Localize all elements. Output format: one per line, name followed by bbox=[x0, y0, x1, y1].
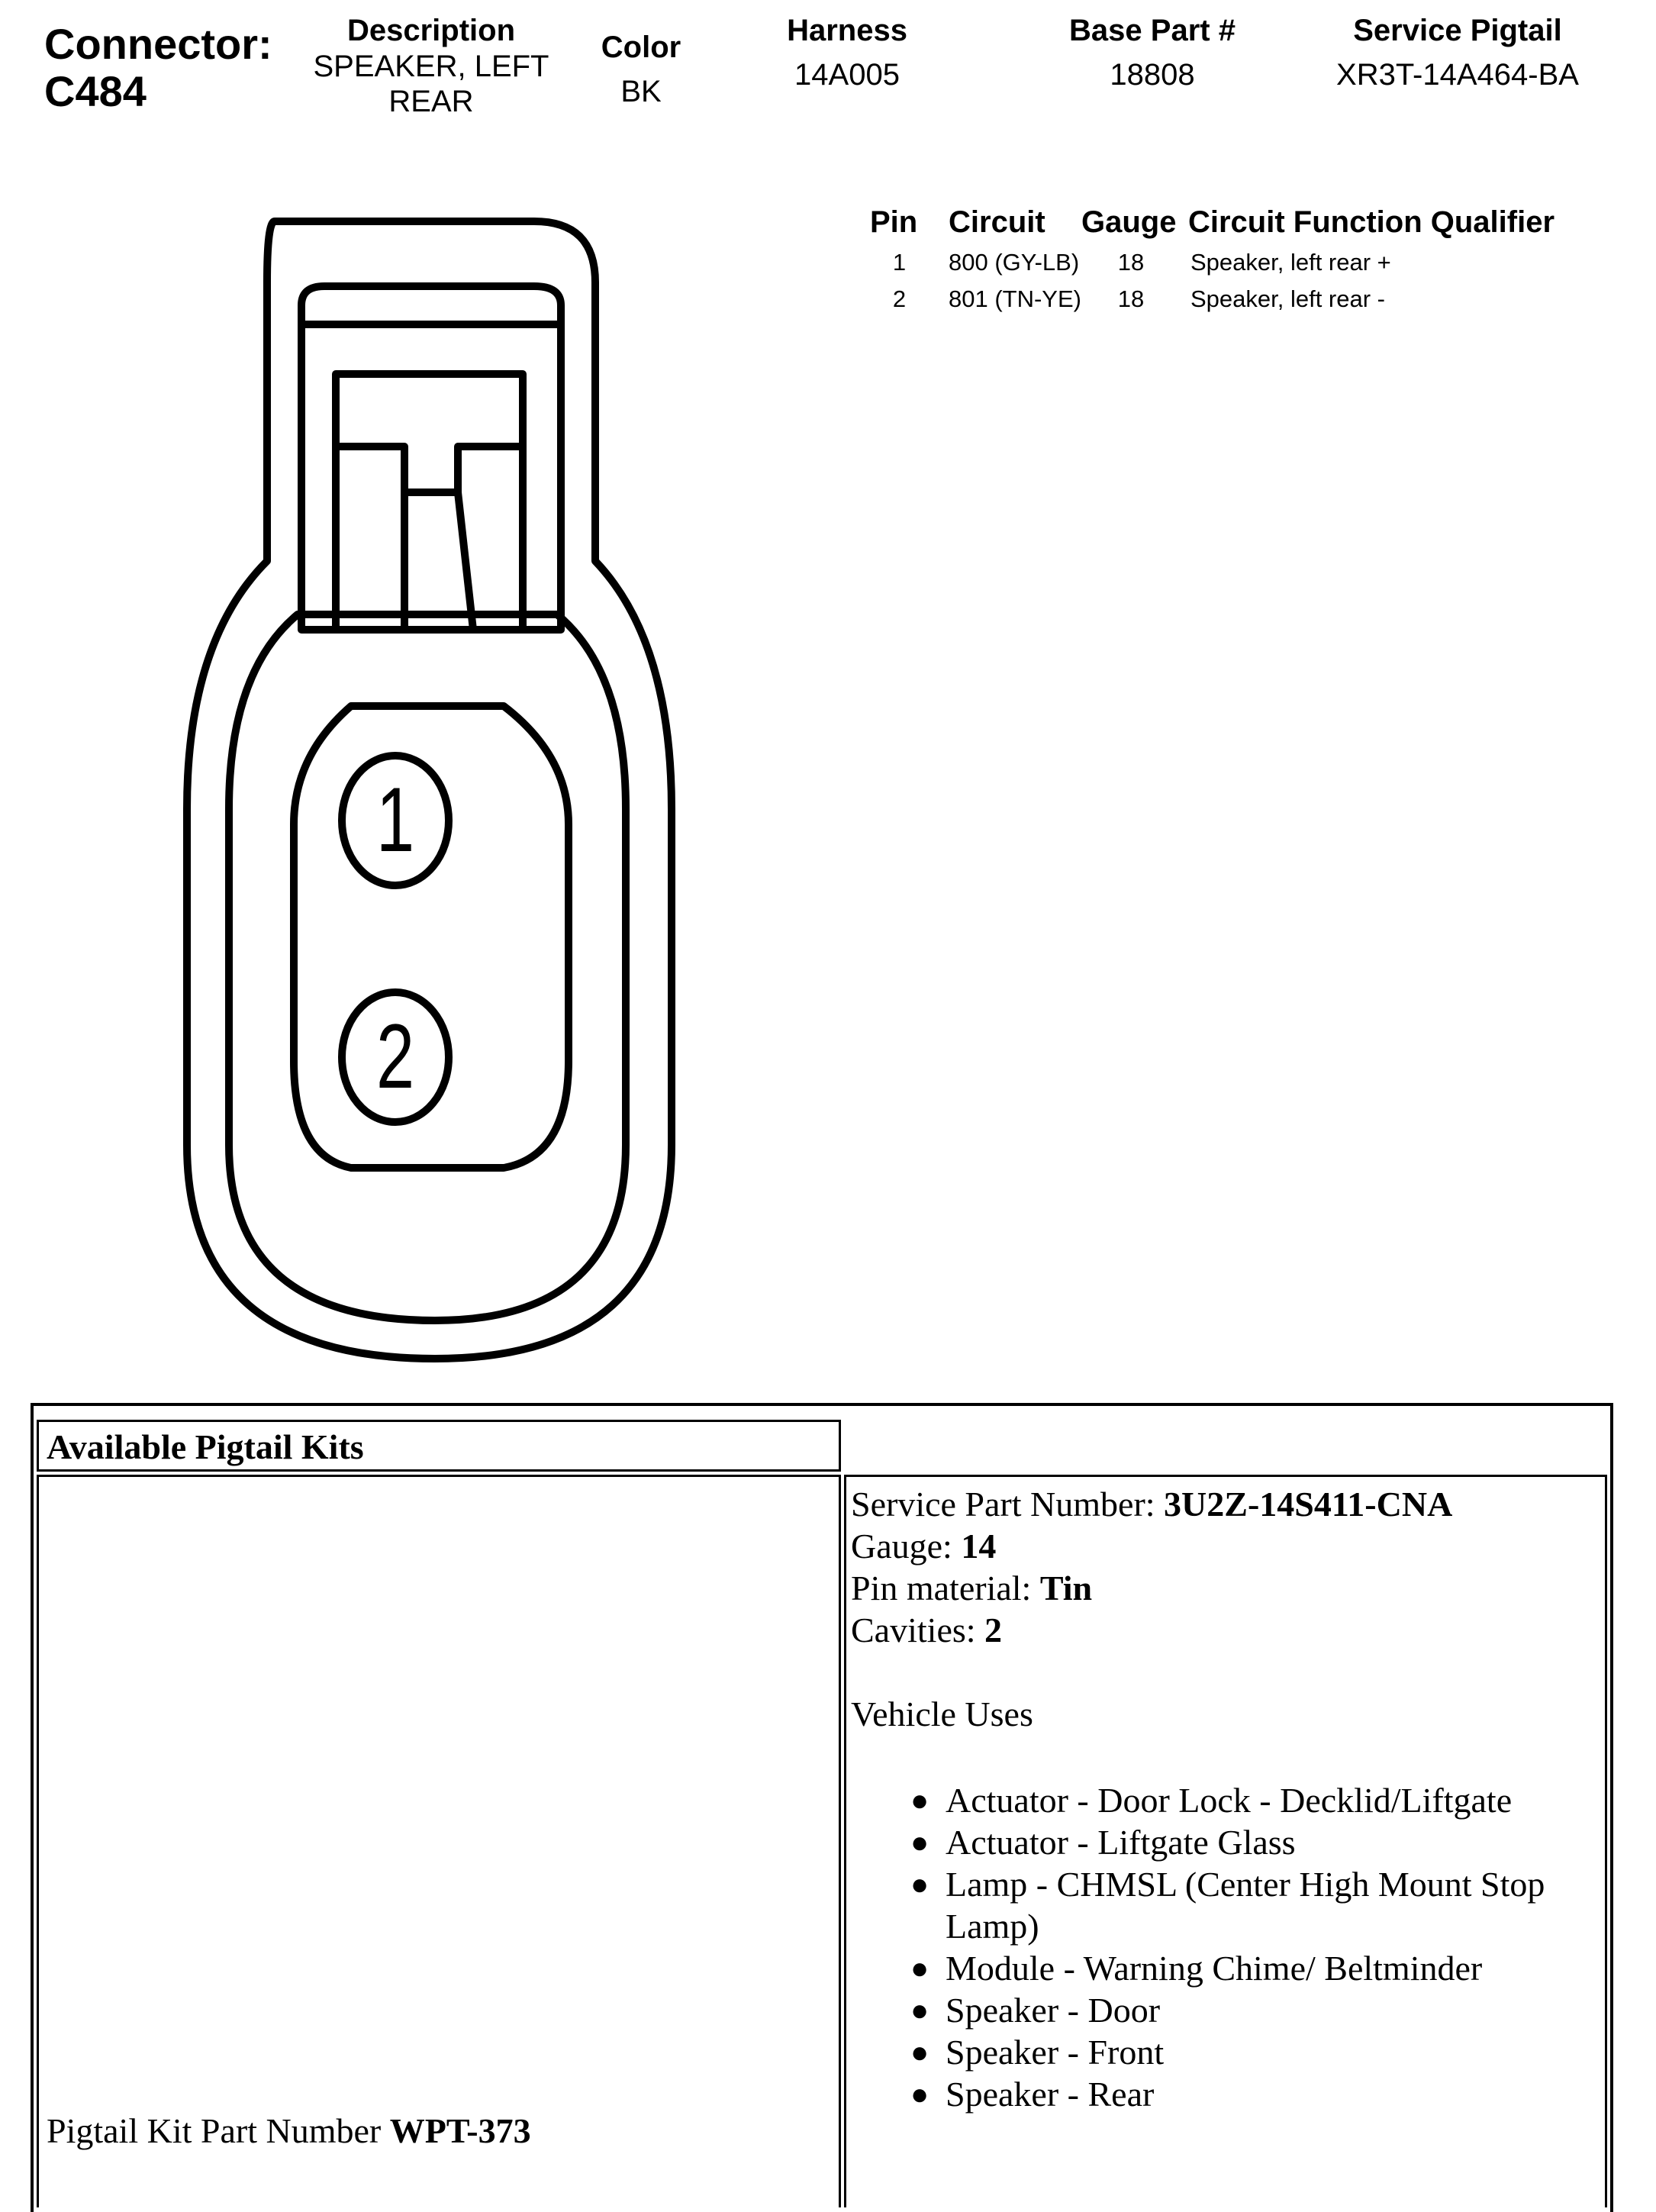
pigtail-kits-title-cell bbox=[37, 1420, 841, 1472]
vehicle-use-text: Speaker - Rear bbox=[946, 2075, 1155, 2114]
cavities-label: Cavities: bbox=[851, 1611, 976, 1649]
vehicle-use-text: Speaker - Front bbox=[946, 2033, 1165, 2072]
pigtail-kit-details bbox=[851, 1483, 1599, 2115]
table-row bbox=[870, 244, 1595, 281]
connector-outer-housing bbox=[187, 221, 672, 1359]
color-value: BK bbox=[620, 75, 662, 108]
harness-heading: Harness bbox=[787, 14, 907, 47]
bullet-icon: ● bbox=[910, 1951, 929, 1985]
list-item bbox=[851, 1947, 1602, 1989]
latch-inner-frame bbox=[336, 374, 523, 630]
pin-material-line bbox=[851, 1567, 1599, 1609]
base-part-value: 18808 bbox=[1110, 58, 1195, 92]
connector-id: C484 bbox=[44, 67, 147, 115]
pin-material-value: Tin bbox=[1039, 1569, 1093, 1607]
base-part-column bbox=[1045, 12, 1259, 93]
base-part-heading: Base Part # bbox=[1069, 14, 1236, 47]
pin-1-label: 1 bbox=[375, 769, 415, 872]
description-value-line1: SPEAKER, LEFT bbox=[313, 50, 549, 83]
color-heading: Color bbox=[601, 31, 681, 64]
kit-part-label: Pigtail Kit Part Number bbox=[47, 2111, 382, 2150]
connector-label: Connector: bbox=[44, 20, 272, 68]
service-part-label: Service Part Number: bbox=[851, 1485, 1155, 1524]
service-pigtail-column bbox=[1297, 12, 1618, 93]
vehicle-uses-label: Vehicle Uses bbox=[851, 1694, 1033, 1733]
function-cell: Speaker, left rear + bbox=[1190, 249, 1391, 276]
gauge-cell: 18 bbox=[1117, 249, 1145, 276]
list-item bbox=[851, 1821, 1602, 1863]
pin-table-header-row bbox=[870, 200, 1595, 244]
gauge-line bbox=[851, 1525, 1599, 1567]
bullet-icon: ● bbox=[910, 1825, 929, 1859]
bullet-icon: ● bbox=[910, 2077, 929, 2111]
latch-notch bbox=[336, 447, 523, 492]
pigtail-kit-image-cell bbox=[37, 1475, 841, 2207]
circuit-cell: 800 (GY-LB) bbox=[949, 249, 1080, 276]
pigtail-kit-part-line bbox=[47, 2112, 531, 2151]
pin-2-label: 2 bbox=[375, 1005, 415, 1108]
vehicle-use-text: Module - Warning Chime/ Beltminder bbox=[946, 1949, 1483, 1988]
circuit-header: Circuit bbox=[949, 205, 1045, 239]
pin-material-label: Pin material: bbox=[851, 1569, 1032, 1607]
vehicle-use-text: Lamp - CHMSL (Center High Mount Stop Lamp) bbox=[946, 1865, 1545, 1946]
pin-table bbox=[870, 200, 1595, 318]
pigtail-kits-title: Available Pigtail Kits bbox=[47, 1427, 364, 1466]
list-item bbox=[851, 1989, 1602, 2031]
bullet-icon: ● bbox=[910, 2035, 929, 2069]
list-item bbox=[851, 1863, 1602, 1947]
pin-cell: 2 bbox=[892, 285, 907, 312]
cavities-value: 2 bbox=[984, 1611, 1003, 1649]
harness-column bbox=[763, 12, 931, 93]
function-cell: Speaker, left rear - bbox=[1190, 285, 1385, 312]
connector-face-diagram bbox=[0, 0, 763, 1389]
gauge-cell: 18 bbox=[1117, 285, 1145, 312]
bullet-icon: ● bbox=[910, 1867, 929, 1901]
gauge-value: 14 bbox=[961, 1527, 997, 1565]
service-pigtail-value: XR3T-14A464-BA bbox=[1336, 58, 1579, 92]
function-header: Circuit Function Qualifier bbox=[1187, 205, 1555, 239]
vehicle-use-text: Speaker - Door bbox=[946, 1991, 1161, 2030]
pin-header: Pin bbox=[870, 205, 918, 239]
kit-part-number: WPT-373 bbox=[389, 2111, 531, 2150]
description-heading: Description bbox=[346, 14, 516, 47]
gauge-label: Gauge: bbox=[851, 1527, 952, 1565]
bullet-icon: ● bbox=[910, 1783, 929, 1817]
cavities-line bbox=[851, 1609, 1599, 1651]
bullet-icon: ● bbox=[910, 1993, 929, 2027]
vehicle-use-text: Actuator - Door Lock - Decklid/Liftgate bbox=[946, 1781, 1513, 1820]
pigtail-kit-details-cell bbox=[844, 1475, 1607, 2207]
service-pigtail-heading: Service Pigtail bbox=[1353, 14, 1562, 47]
list-item bbox=[851, 2073, 1602, 2115]
service-part-number: 3U2Z-14S411-CNA bbox=[1164, 1485, 1453, 1524]
vehicle-uses-list bbox=[851, 1779, 1599, 2115]
list-item bbox=[851, 1779, 1602, 1821]
list-item bbox=[851, 2031, 1602, 2073]
service-part-line bbox=[851, 1483, 1599, 1525]
vehicle-use-text: Actuator - Liftgate Glass bbox=[946, 1823, 1296, 1862]
pin-cell: 1 bbox=[892, 249, 907, 276]
gauge-header: Gauge bbox=[1081, 205, 1177, 239]
description-value-line2: REAR bbox=[388, 85, 474, 118]
table-row bbox=[870, 281, 1595, 318]
circuit-cell: 801 (TN-YE) bbox=[949, 285, 1081, 312]
harness-value: 14A005 bbox=[794, 58, 900, 92]
